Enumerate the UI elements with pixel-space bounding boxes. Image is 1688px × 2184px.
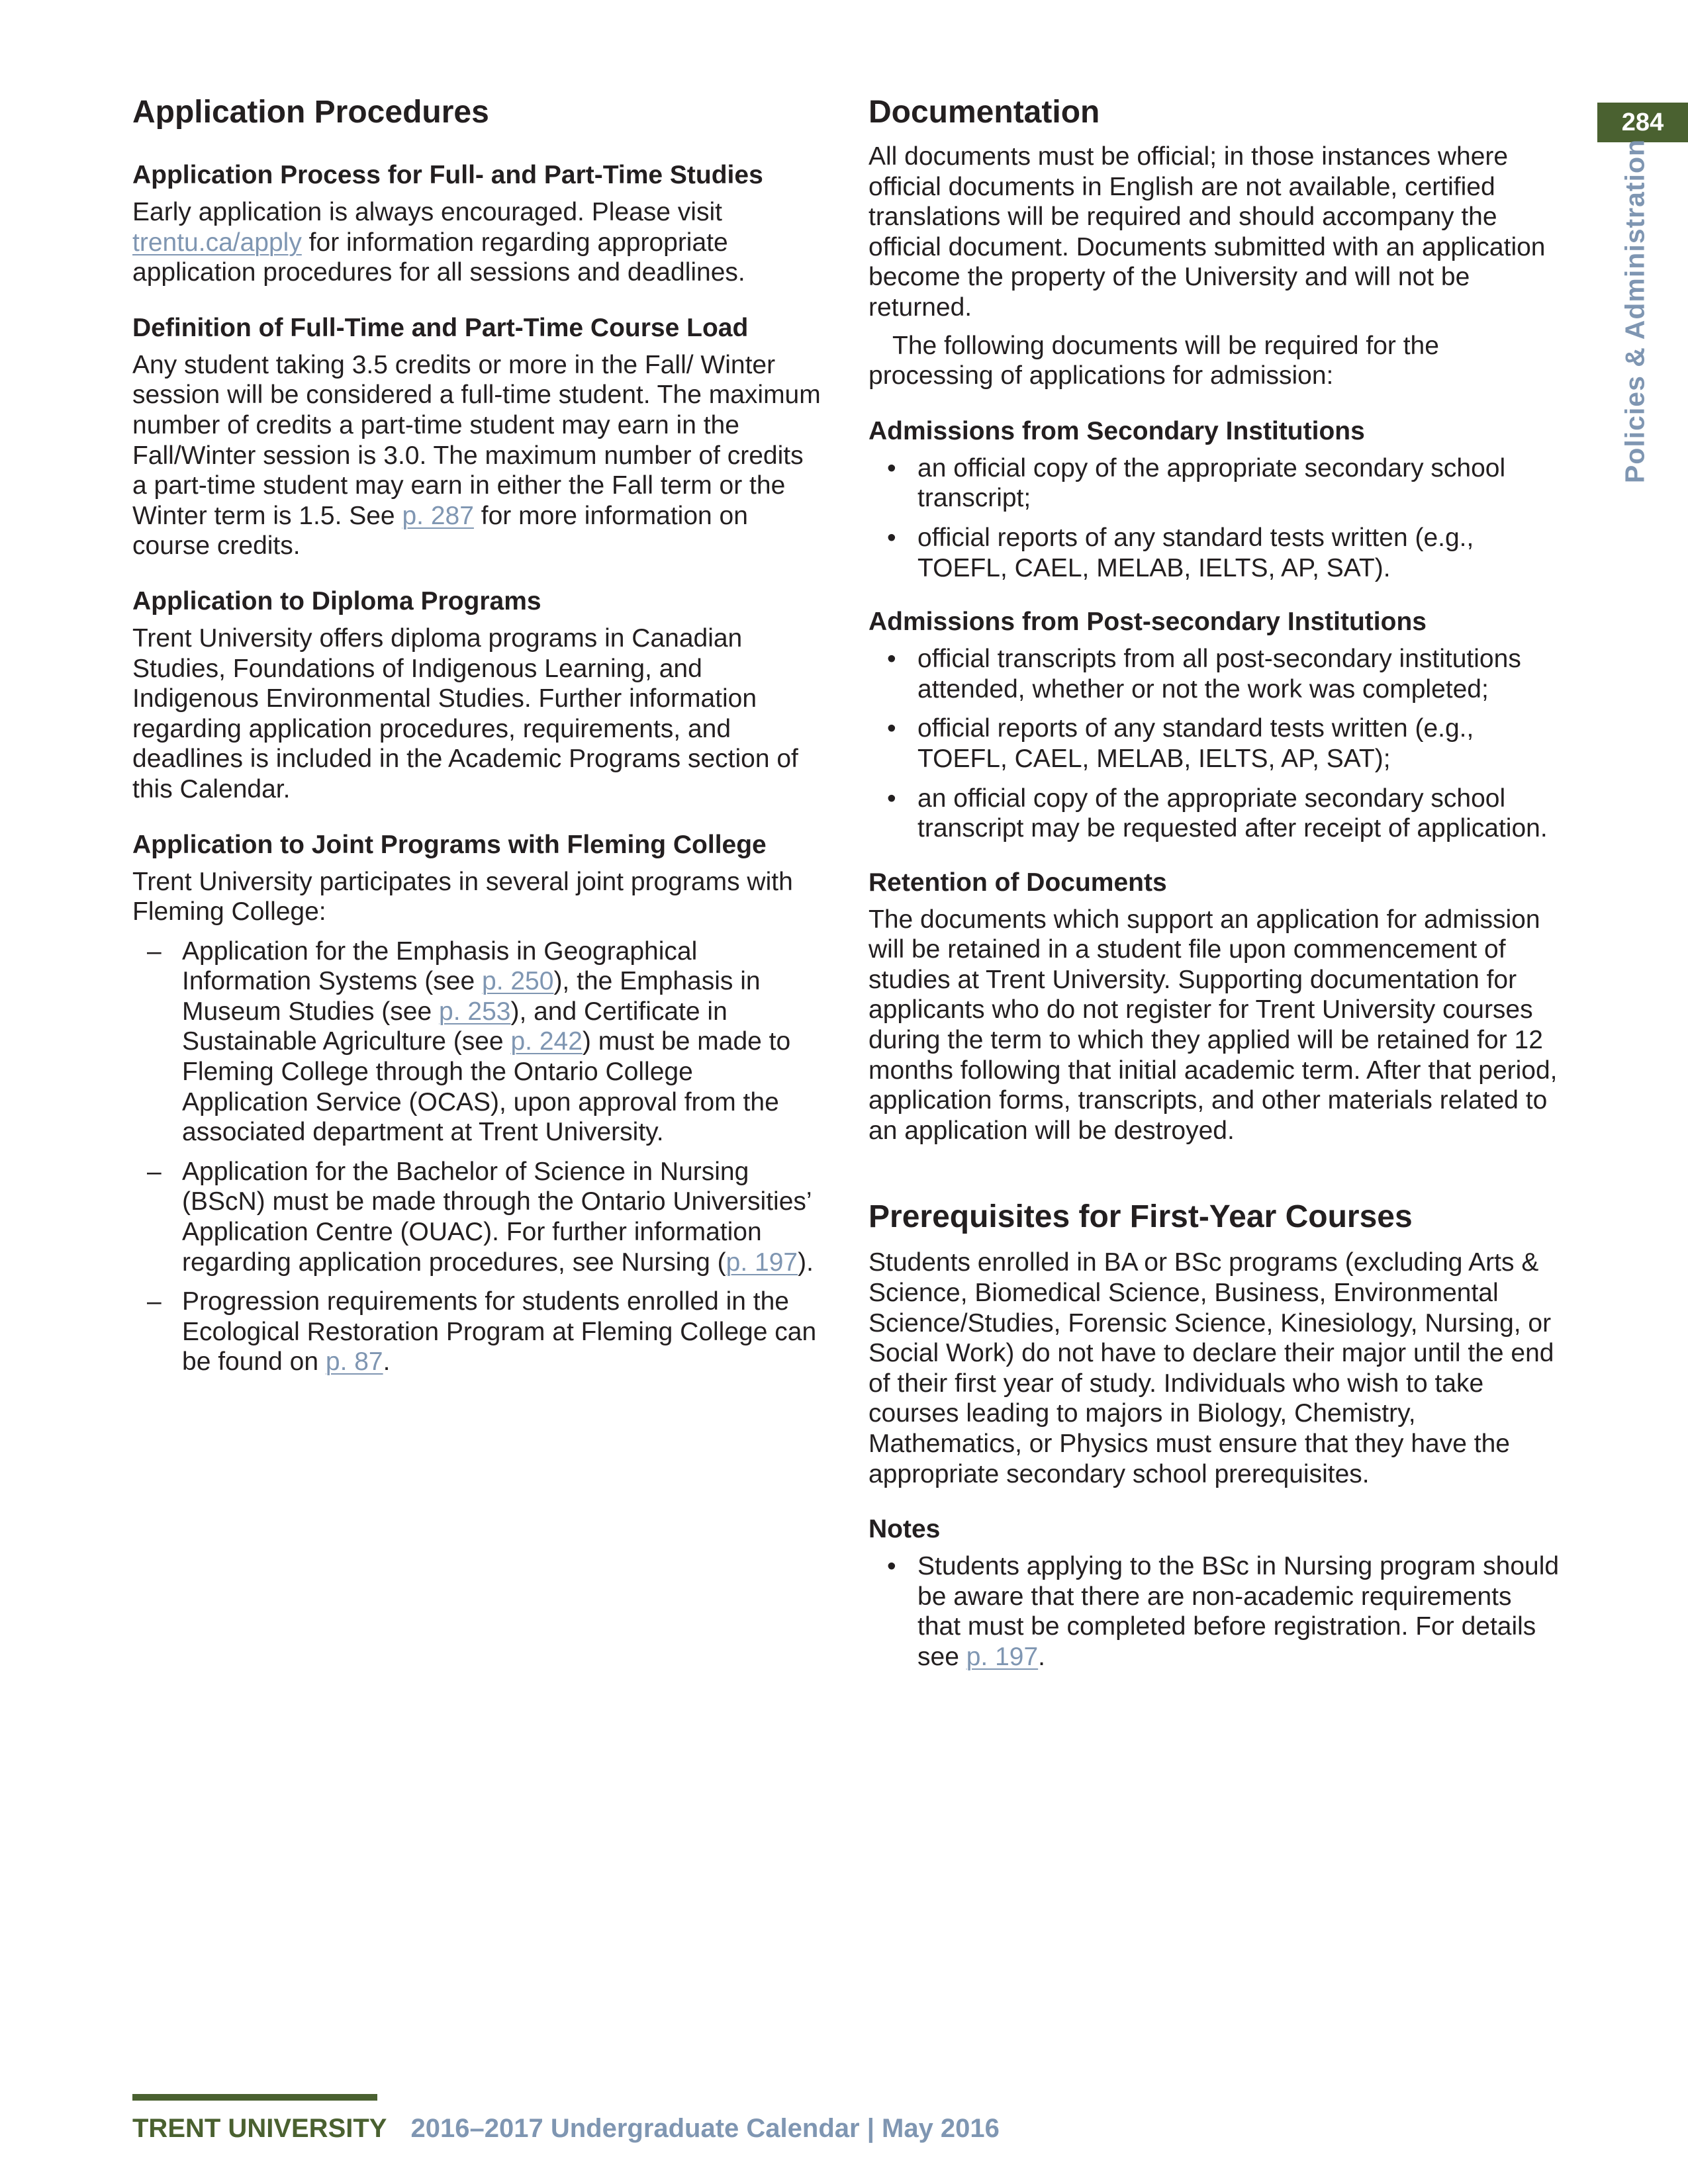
page-number: 284 [1621, 108, 1664, 136]
link-p197[interactable]: p. 197 [726, 1248, 798, 1277]
text: Early application is always encouraged. Please visit [132, 198, 722, 226]
text: an official copy of the appropriate secondary school transcript may be requested after receipt of application. [917, 784, 1548, 843]
heading-postsecondary-admissions: Admissions from Post-secondary Institutions [868, 608, 1427, 637]
section-title-prerequisites: Prerequisites for First-Year Courses [868, 1199, 1413, 1235]
paragraph-course-load [132, 350, 821, 561]
text: official reports of any standard tests written (e.g., TOEFL, CAEL, MELAB, IELTS, AP, SAT); [917, 714, 1474, 773]
list-item [868, 1551, 1560, 1672]
list-item [132, 1287, 821, 1377]
notes-list [868, 1551, 1560, 1672]
text: . [1038, 1642, 1045, 1671]
secondary-documents-list [868, 453, 1560, 583]
list-item [868, 453, 1560, 514]
bullet-marker: • [887, 714, 896, 743]
link-p287[interactable]: p. 287 [402, 501, 474, 530]
paragraph-prerequisites: Students enrolled in BA or BSc programs (excluding Arts & Science, Biomedical Science, Business, Environmental Science/Studies, Forensic Science, Kinesiology, Nursing, or Social Work) do not have to declare their major until the end of their first year of study. Individuals who wish to take courses leading to majors in Biology, Chemistry, Mathematics, or Physics must ensure that they have the appropriate secondary school prerequisites. [868, 1248, 1554, 1488]
bullet-marker: • [887, 523, 896, 552]
bullet-marker: • [887, 645, 896, 674]
section-title-documentation: Documentation [868, 95, 1100, 130]
footer-university: TRENT UNIVERSITY [132, 2114, 387, 2143]
joint-programs-list [132, 936, 821, 1377]
list-item [868, 644, 1560, 704]
list-item [868, 523, 1560, 583]
list-item [868, 713, 1560, 774]
link-p250[interactable]: p. 250 [482, 967, 554, 996]
section-side-label: Policies & Administration [1619, 138, 1650, 484]
bullet-marker: • [887, 784, 896, 813]
text: Application for the Emphasis in Geographical Information Systems (see [182, 936, 698, 996]
text: an official copy of the appropriate secondary school transcript; [917, 453, 1506, 513]
paragraph-retention: The documents which support an application for admission will be retained in a student file upon commencement of studies at Trent University. Supporting documentation for applicants who do not register for Trent University courses during the term to which they applied will be retained for 12 months following that initial academic term. After that period, application forms, transcripts, and other materials related to an application will be destroyed. [868, 905, 1558, 1145]
paragraph-application-process [132, 197, 821, 288]
text: Students applying to the BSc in Nursing program should be aware that there are non-academic requirements that must be completed before registration. For details see [917, 1552, 1560, 1671]
link-p197-notes[interactable]: p. 197 [966, 1642, 1039, 1671]
link-p242[interactable]: p. 242 [510, 1027, 583, 1056]
heading-application-process: Application Process for Full- and Part-Time Studies [132, 161, 763, 189]
list-item [132, 1157, 821, 1277]
text: ), the Emphasis in Museum Studies (see [182, 967, 761, 1026]
text: Progression requirements for students enrolled in the Ecological Restoration Program at Fleming College can be found on [182, 1287, 817, 1377]
section-title-application-procedures: Application Procedures [132, 95, 489, 130]
text: Any student taking 3.5 credits or more in the Fall/ Winter session will be considered a full-time student. The maximum number of credits a part-time student may earn in the Fall/Winter session is 3.0. The maximum number of credits a part-time student may earn in either the Fall term or the Winter term is 1.5. See [132, 350, 821, 530]
heading-course-load: Definition of Full-Time and Part-Time Course Load [132, 313, 749, 342]
text: for more information on course credits. [132, 501, 748, 561]
heading-secondary-admissions: Admissions from Secondary Institutions [868, 416, 1365, 445]
link-p253[interactable]: p. 253 [439, 997, 511, 1026]
paragraph-documentation-2: The following documents will be required for the processing of applications for admission: [868, 331, 1439, 390]
left-column [132, 93, 821, 1400]
text: official transcripts from all post-secondary institutions attended, whether or not the work was completed; [917, 645, 1521, 704]
spacer [868, 1169, 1560, 1197]
dash-marker: – [147, 1287, 162, 1316]
heading-retention: Retention of Documents [868, 868, 1167, 897]
text: . [383, 1347, 391, 1377]
postsecondary-documents-list [868, 644, 1560, 844]
text: ) must be made to Fleming College through the Ontario College Application Service (OCAS), upon approval from the associated department at Trent University. [182, 1027, 791, 1147]
list-item [868, 784, 1560, 844]
footer-rule [132, 2094, 377, 2101]
dash-marker: – [147, 1157, 162, 1186]
heading-diploma-programs: Application to Diploma Programs [132, 586, 541, 615]
text: official reports of any standard tests written (e.g., TOEFL, CAEL, MELAB, IELTS, AP, SAT). [917, 523, 1474, 582]
heading-notes: Notes [868, 1515, 941, 1544]
paragraph-documentation-1: All documents must be official; in those instances where official documents in English are not available, certified translations will be required and should accompany the official document. Documents submitted with an application become the property of the University and will not be returned. [868, 142, 1546, 322]
dash-marker: – [147, 936, 162, 966]
text: Application for the Bachelor of Science in Nursing (BScN) must be made through the Ontario Universities’ Application Centre (OUAC). For further information regarding application procedures, see Nursing ( [182, 1157, 812, 1277]
footer [132, 2111, 1000, 2146]
page-number-tab [1597, 103, 1688, 142]
text: for information regarding appropriate application procedures for all sessions and deadlines. [132, 228, 745, 287]
paragraph-joint-intro: Trent University participates in several joint programs with Fleming College: [132, 867, 793, 927]
list-item [132, 936, 821, 1148]
heading-joint-programs: Application to Joint Programs with Fleming College [132, 830, 767, 859]
bullet-marker: • [887, 453, 896, 482]
text: ). [798, 1248, 814, 1277]
text: ), and Certificate in Sustainable Agriculture (see [182, 997, 727, 1056]
footer-calendar: 2016–2017 Undergraduate Calendar | May 2016 [410, 2114, 1000, 2143]
right-column [868, 93, 1560, 1695]
link-p87[interactable]: p. 87 [325, 1347, 383, 1377]
link-trentu-apply[interactable]: trentu.ca/apply [132, 228, 302, 257]
bullet-marker: • [887, 1552, 896, 1581]
paragraph-diploma-programs: Trent University offers diploma programs in Canadian Studies, Foundations of Indigenous Learning, and Indigenous Environmental Studies. Further information regarding application procedures, requirements, and deadlines is included in the Academic Programs section of this Calendar. [132, 623, 798, 803]
